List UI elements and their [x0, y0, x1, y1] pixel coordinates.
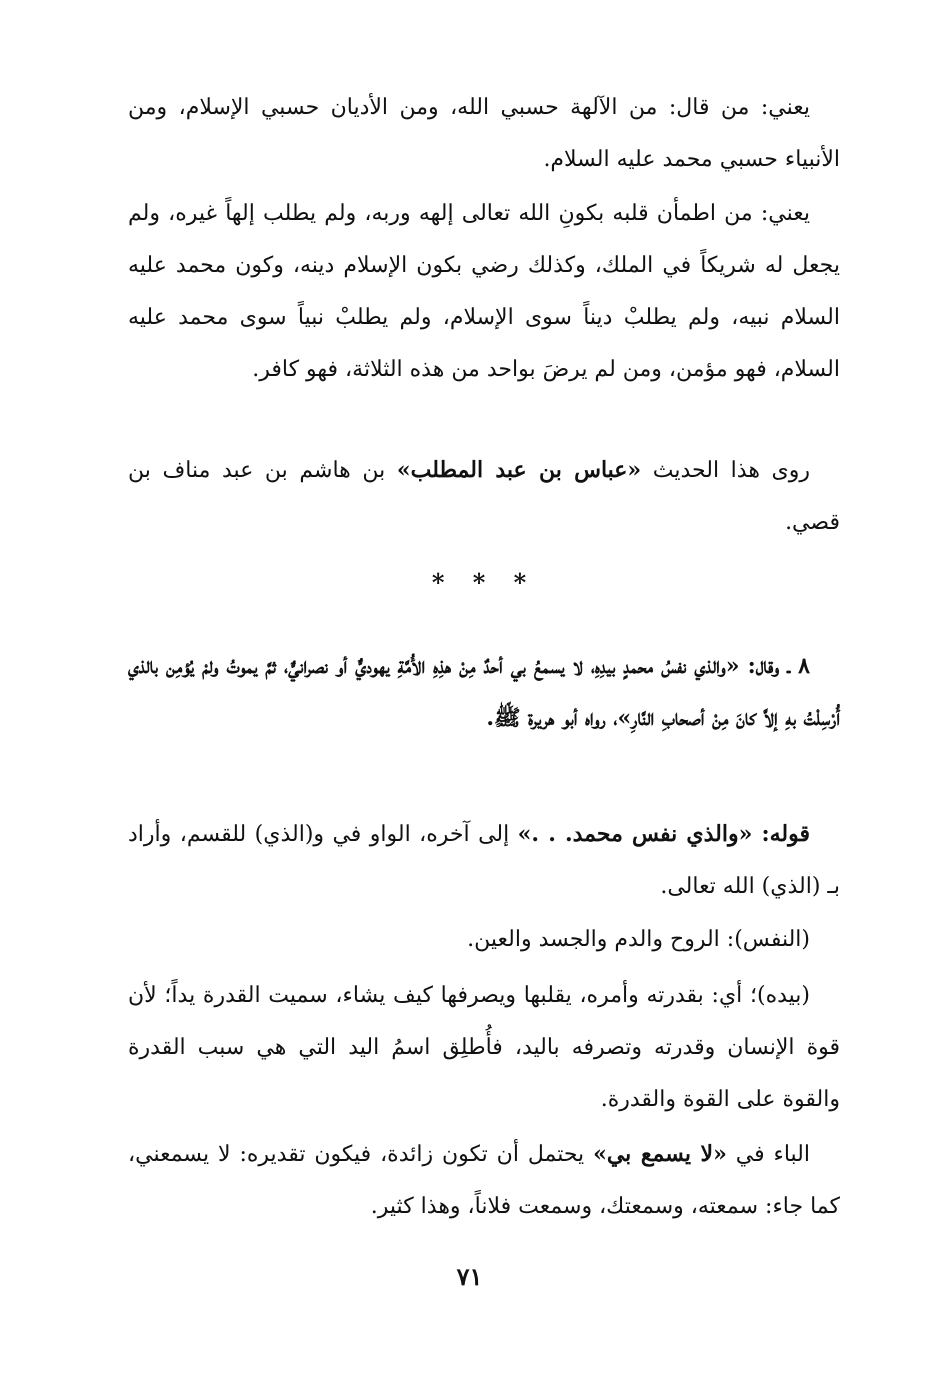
paragraph-8-quote: «لا يسمع بي»: [593, 1141, 727, 1167]
hadith-narrator: ، رواه أبو هريرة ﷺ.: [486, 705, 618, 731]
paragraph-7: [128, 970, 840, 1126]
paragraph-3-suffix: بن هاشم بن عبد مناف بن قصي.: [128, 458, 840, 535]
paragraph-8-prefix: الباء في: [726, 1142, 810, 1167]
section-separator: * * *: [431, 568, 537, 597]
paragraph-3-name: «عباس بن عبد المطلب»: [396, 457, 642, 483]
hadith-paragraph: [128, 640, 840, 744]
paragraph-5-rest: إلى آخره، الواو في و(الذي) للقسم، وأراد بـ (الذي) الله تعالى.: [128, 822, 840, 899]
paragraph-8: [128, 1128, 840, 1233]
paragraph-3: [128, 444, 840, 549]
paragraph-6: [128, 914, 840, 966]
page-number: ٧١: [456, 1262, 483, 1291]
paragraph-6-text: (النفس): الروح والدم والجسد والعين.: [467, 927, 810, 952]
paragraph-5: [128, 808, 840, 913]
hadith-number: ٨ ـ وقال:: [739, 653, 810, 679]
paragraph-1: [128, 82, 840, 186]
hadith-text: «والذي نفسُ محمدٍ بيدِهِ، لا يسمعُ بي أحدٌ مِنْ هذِهِ الأُمَّةِ يهوديٌّ أو نصرانيٌّ، ثمَّ يموتُ ولمْ يُؤمِن بالذي أُرْسِلْتُ بهِ إلاَّ كانَ مِنْ أصحابِ النَّارِ»: [128, 653, 840, 731]
paragraph-5-quote: قوله: «والذي نفس محمد. . .»: [517, 821, 810, 847]
paragraph-2-text: يعني: من اطمأن قلبه بكونِ الله تعالى إلهه وربه، ولم يطلب إلهاً غيره، ولم يجعل له شريكاً في الملك، وكذلك رضي بكون الإسلام دينه، وكون محمد عليه السلام نبيه، ولم يطلبْ ديناً سوى الإسلام، ولم يطلبْ نبياً سوى محمد عليه السلام، فهو مؤمن، ومن لم يرضَ بواحد من هذه الثلاثة، فهو كافر.: [128, 201, 840, 382]
paragraph-7-text: (بيده)؛ أي: بقدرته وأمره، يقلبها ويصرفها كيف يشاء، سميت القدرة يداً؛ لأن قوة الإنسان وقدرته وتصرفه باليد، فأُطلِق اسمُ اليد التي هي سبب القدرة والقوة على القوة والقدرة.: [128, 983, 840, 1112]
paragraph-1-text: يعني: من قال: من الآلهة حسبي الله، ومن الأديان حسبي الإسلام، ومن الأنبياء حسبي محمد عليه السلام.: [128, 95, 840, 172]
paragraph-2: [128, 188, 840, 396]
paragraph-3-prefix: روى هذا الحديث: [641, 458, 811, 483]
paragraph-8-rest: يحتمل أن تكون زائدة، فيكون تقديره: لا يسمعني، كما جاء: سمعته، وسمعتك، وسمعت فلاناً، وهذا كثير.: [128, 1142, 840, 1219]
